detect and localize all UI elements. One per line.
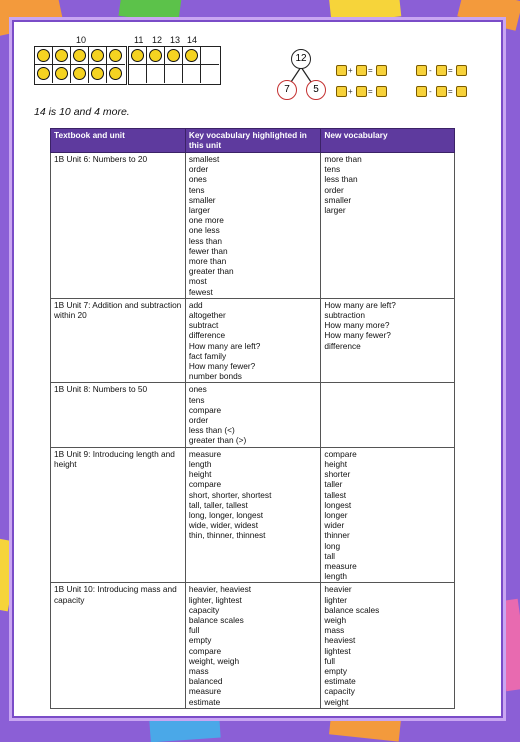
vocabulary-word: mass [188, 665, 209, 676]
key-vocabulary-cell [185, 447, 321, 583]
vocabulary-word: larger [324, 205, 346, 216]
vocabulary-word: tall [324, 550, 336, 561]
vocabulary-word: subtract [188, 320, 219, 331]
vocabulary-word: balanced [188, 676, 223, 687]
answer-box [436, 65, 447, 76]
vocabulary-word: wide, wider, widest [188, 520, 258, 531]
vocabulary-word: less than (<) [188, 425, 235, 436]
vocabulary-word: How many are left? [188, 340, 261, 351]
answer-box [336, 86, 347, 97]
answer-box [336, 65, 347, 76]
unit-cell: 1B Unit 7: Addition and subtraction within 20 [51, 298, 186, 383]
vocabulary-word: full [324, 655, 336, 666]
header-textbook-unit: Textbook and unit [51, 129, 186, 153]
vocabulary-word: thinner [324, 530, 350, 541]
vocabulary-word: tall, taller, tallest [188, 499, 248, 510]
new-vocabulary-cell [321, 153, 455, 299]
vocabulary-word: more than [324, 154, 362, 164]
vocabulary-word: short, shorter, shortest [188, 489, 272, 500]
vocabulary-word: number bonds [188, 371, 242, 382]
vocabulary-word: heaviest [324, 635, 356, 646]
answer-box [356, 65, 367, 76]
vocabulary-word: larger [188, 205, 211, 216]
vocabulary-word: heavier [324, 584, 352, 595]
key-vocabulary-cell [185, 383, 321, 447]
vocabulary-word: fewest [188, 286, 213, 297]
answer-box [356, 86, 367, 97]
vocabulary-word: long [324, 540, 341, 551]
counter-dot [167, 49, 180, 62]
plus-sign: + [348, 66, 353, 75]
vocabulary-word: order [324, 184, 344, 195]
vocabulary-word: balance scales [188, 614, 244, 625]
vocabulary-word: order [188, 164, 209, 175]
counter-dot [185, 49, 198, 62]
vocabulary-word: tens [188, 184, 205, 195]
equals-sign: = [368, 87, 373, 96]
vocabulary-word: How many more? [324, 320, 390, 331]
key-vocabulary-cell [185, 153, 321, 299]
vocabulary-word: compare [188, 404, 222, 415]
vocabulary-word: How many are left? [324, 299, 396, 310]
counter-dot [109, 49, 122, 62]
vocabulary-word: height [188, 469, 212, 480]
answer-box [456, 65, 467, 76]
vocabulary-word: capacity [324, 686, 355, 697]
equals-sign: = [368, 66, 373, 75]
minus-sign: - [429, 87, 432, 96]
answer-box [416, 65, 427, 76]
vocabulary-word: estimate [324, 676, 356, 687]
bg-shape-blue [149, 716, 220, 742]
vocabulary-word: smaller [324, 194, 352, 205]
ten-frame-label-13: 13 [170, 35, 181, 45]
vocabulary-word: fact family [188, 350, 227, 361]
vocabulary-word: length [188, 458, 212, 469]
vocabulary-word: compare [188, 479, 222, 490]
vocabulary-word: longest [324, 499, 352, 510]
vocabulary-word: ones [188, 174, 207, 185]
vocabulary-word: estimate [188, 696, 221, 707]
vocabulary-word: add [188, 299, 203, 310]
plus-sign: + [348, 87, 353, 96]
vocabulary-word: shorter [324, 469, 351, 480]
vocabulary-word: measure [324, 560, 357, 571]
caption-text: 14 is 10 and 4 more. [34, 106, 130, 118]
counter-dot [55, 49, 68, 62]
header-new-vocabulary: New vocabulary [321, 129, 455, 153]
vocabulary-word: How many fewer? [324, 330, 391, 341]
vocabulary-word: less than [188, 235, 223, 246]
vocabulary-word: compare [324, 448, 357, 459]
counter-dot [55, 67, 68, 80]
unit-cell: 1B Unit 8: Numbers to 50 [51, 383, 186, 447]
ten-frame-full [34, 46, 127, 85]
vocabulary-word: smaller [188, 194, 216, 205]
vocabulary-word: subtraction [324, 310, 366, 321]
ten-frame-label-14: 14 [187, 35, 198, 45]
vocabulary-word: empty [324, 665, 348, 676]
vocabulary-word: wider [324, 520, 345, 531]
unit-cell: 1B Unit 10: Introducing mass and capacity [51, 583, 186, 708]
vocabulary-word: tens [188, 394, 205, 405]
part-circle-right: 5 [306, 80, 326, 100]
part-circle-left: 7 [277, 80, 297, 100]
counter-dot [91, 49, 104, 62]
counter-dot [149, 49, 162, 62]
table-row [51, 298, 455, 383]
vocabulary-word: weight [324, 696, 349, 707]
new-vocabulary-cell [321, 447, 455, 583]
table-row [51, 583, 455, 708]
vocabulary-word: height [324, 458, 348, 469]
vocabulary-word: heavier, heaviest [188, 584, 252, 595]
vocabulary-word: measure [188, 686, 222, 697]
answer-box [436, 86, 447, 97]
vocabulary-word: length [324, 571, 348, 582]
key-vocabulary-cell [185, 583, 321, 708]
vocabulary-word: thin, thinner, thinnest [188, 530, 266, 541]
vocabulary-word: tens [324, 164, 341, 175]
vocabulary-word: lighter [324, 594, 348, 605]
vocabulary-word: ones [188, 384, 207, 395]
vocabulary-word: weigh [324, 614, 347, 625]
equals-sign: = [448, 66, 453, 75]
ten-frame-four [128, 46, 221, 85]
vocabulary-word: longer [324, 509, 348, 520]
unit-cell: 1B Unit 9: Introducing length and height [51, 447, 186, 583]
ten-frame-label-12: 12 [152, 35, 163, 45]
counter-dot [73, 67, 86, 80]
vocabulary-word: compare [188, 645, 222, 656]
vocabulary-word: measure [188, 448, 222, 459]
vocabulary-word: tallest [324, 489, 347, 500]
vocabulary-word: fewer than [188, 245, 228, 256]
vocabulary-word: greater than (>) [188, 435, 247, 446]
answer-box [376, 65, 387, 76]
vocabulary-word: greater than [188, 266, 234, 277]
counter-dot [91, 67, 104, 80]
table-row [51, 447, 455, 583]
table-row [51, 153, 455, 299]
vocabulary-word: difference [324, 340, 361, 351]
vocabulary-word: lightest [324, 645, 351, 656]
vocabulary-word: altogether [188, 310, 226, 321]
table-header-row [51, 129, 455, 153]
vocabulary-word: taller [324, 479, 343, 490]
vocabulary-word: one less [188, 225, 220, 236]
counter-dot [37, 67, 50, 80]
ten-frame-label-10: 10 [76, 35, 87, 45]
vocabulary-table [50, 128, 455, 709]
vocabulary-word: lighter, lightest [188, 594, 242, 605]
key-vocabulary-cell [185, 298, 321, 383]
answer-box [416, 86, 427, 97]
vocabulary-word: most [188, 276, 207, 287]
counter-dot [131, 49, 144, 62]
vocabulary-word: How many fewer? [188, 361, 256, 372]
vocabulary-word: more than [188, 256, 227, 267]
counter-dot [37, 49, 50, 62]
answer-box [456, 86, 467, 97]
whole-circle: 12 [291, 49, 311, 69]
answer-box [376, 86, 387, 97]
vocabulary-word: smallest [188, 154, 220, 164]
vocabulary-word: capacity [188, 604, 220, 615]
vocabulary-word: weight, weigh [188, 655, 240, 666]
equals-sign: = [448, 87, 453, 96]
counter-dot [109, 67, 122, 80]
vocabulary-word: difference [188, 330, 226, 341]
ten-frame-label-11: 11 [134, 35, 144, 45]
new-vocabulary-cell [321, 383, 455, 447]
vocabulary-word: empty [188, 635, 212, 646]
unit-cell: 1B Unit 6: Numbers to 20 [51, 153, 186, 299]
table-row [51, 383, 455, 447]
vocabulary-word: long, longer, longest [188, 509, 264, 520]
vocabulary-word: less than [324, 174, 358, 185]
vocabulary-word: order [188, 415, 209, 426]
new-vocabulary-cell [321, 583, 455, 708]
worksheet-page [12, 20, 503, 718]
vocabulary-word: full [188, 625, 200, 636]
new-vocabulary-cell [321, 298, 455, 383]
minus-sign: - [429, 66, 432, 75]
header-key-vocabulary: Key vocabulary highlighted in this unit [185, 129, 321, 153]
counter-dot [73, 49, 86, 62]
vocabulary-word: mass [324, 625, 345, 636]
vocabulary-word: balance scales [324, 604, 380, 615]
vocabulary-word: one more [188, 215, 224, 226]
